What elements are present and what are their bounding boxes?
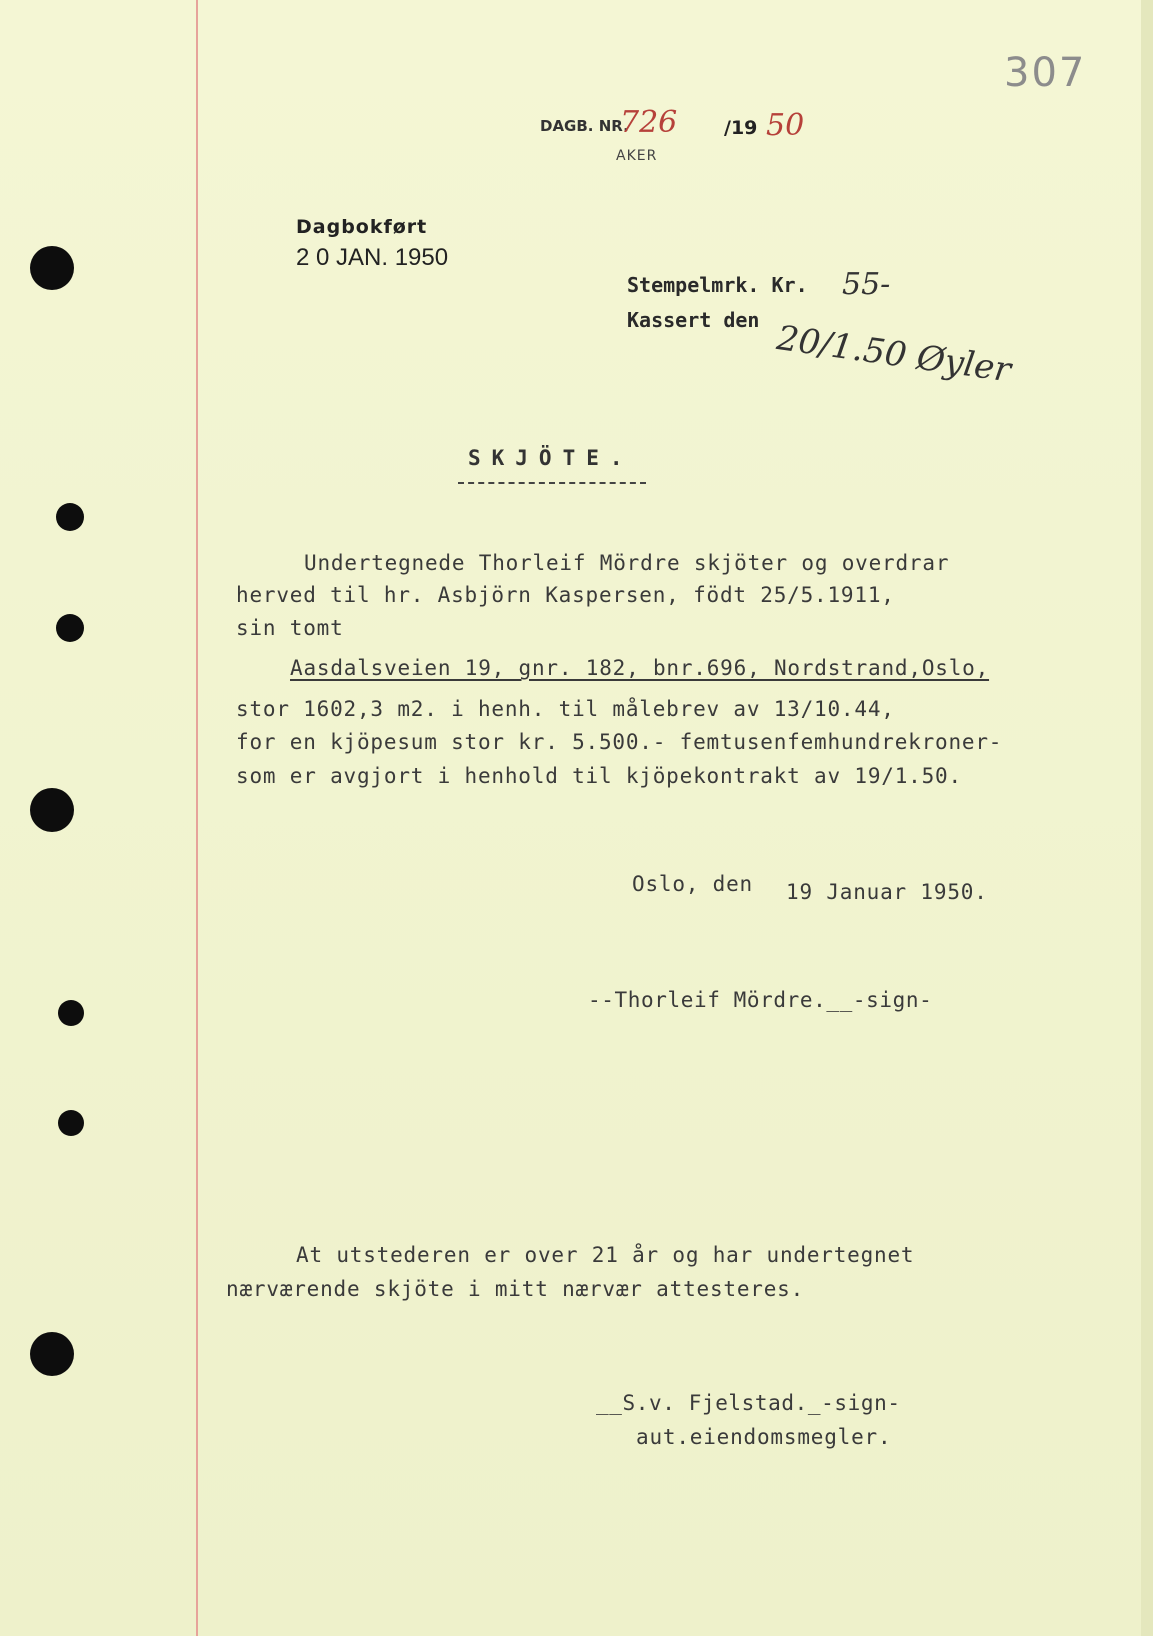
attestation-line: At utstederen er over 21 år og har undertegnet xyxy=(296,1243,915,1267)
property-address: Aasdalsveien 19, gnr. 182, bnr.696, Nordstrand,Oslo, xyxy=(290,656,990,680)
place: Oslo, den xyxy=(632,872,753,896)
stamp-heading: Dagbokført xyxy=(296,216,428,238)
punch-hole xyxy=(30,246,74,290)
document-title: SKJÖTE. xyxy=(468,446,634,470)
punch-hole xyxy=(58,1110,84,1136)
title-underline xyxy=(458,482,646,484)
body-line: som er avgjort i henhold til kjöpekontrakt av 19/1.50. xyxy=(236,764,962,788)
stempel-label: Stempelmrk. Kr. xyxy=(627,273,808,297)
witness-title: aut.eiendomsmegler. xyxy=(636,1425,892,1449)
body-line: herved til hr. Asbjörn Kaspersen, födt 25/5.1911, xyxy=(236,583,895,607)
body-line: sin tomt xyxy=(236,616,344,640)
kassert-handwriting: 20/1.50 Øyler xyxy=(774,318,1014,391)
body-line: Undertegnede Thorleif Mördre skjöter og overdrar xyxy=(304,551,950,575)
page-number: 307 xyxy=(1004,50,1087,96)
punch-hole xyxy=(30,788,74,832)
dagb-year-label: /19 xyxy=(724,117,758,139)
office-name: AKER xyxy=(616,148,658,164)
page-edge xyxy=(1141,0,1153,1636)
date: 19 Januar 1950. xyxy=(786,880,988,904)
dagb-number: 726 xyxy=(620,105,678,140)
kassert-label: Kassert den xyxy=(627,308,760,332)
dagb-label: DAGB. NR. xyxy=(540,117,629,135)
stamp-date: 2 0 JAN. 1950 xyxy=(296,244,449,271)
attestation-line: nærværende skjöte i mitt nærvær attesteres. xyxy=(226,1277,805,1301)
body-line: stor 1602,3 m2. i henh. til målebrev av 13/10.44, xyxy=(236,697,895,721)
punch-hole xyxy=(58,1000,84,1026)
body-line: for en kjöpesum stor kr. 5.500.- femtusenfemhundrekroner- xyxy=(236,730,1003,754)
stempel-amount: 55- xyxy=(842,267,891,302)
punch-hole xyxy=(30,1332,74,1376)
witness-signature: __S.v. Fjelstad._-sign- xyxy=(596,1391,901,1415)
punch-hole xyxy=(56,614,84,642)
dagb-year: 50 xyxy=(766,108,805,143)
seller-signature: --Thorleif Mördre.__-sign- xyxy=(588,988,933,1012)
punch-hole xyxy=(56,503,84,531)
red-margin-line xyxy=(196,0,198,1636)
